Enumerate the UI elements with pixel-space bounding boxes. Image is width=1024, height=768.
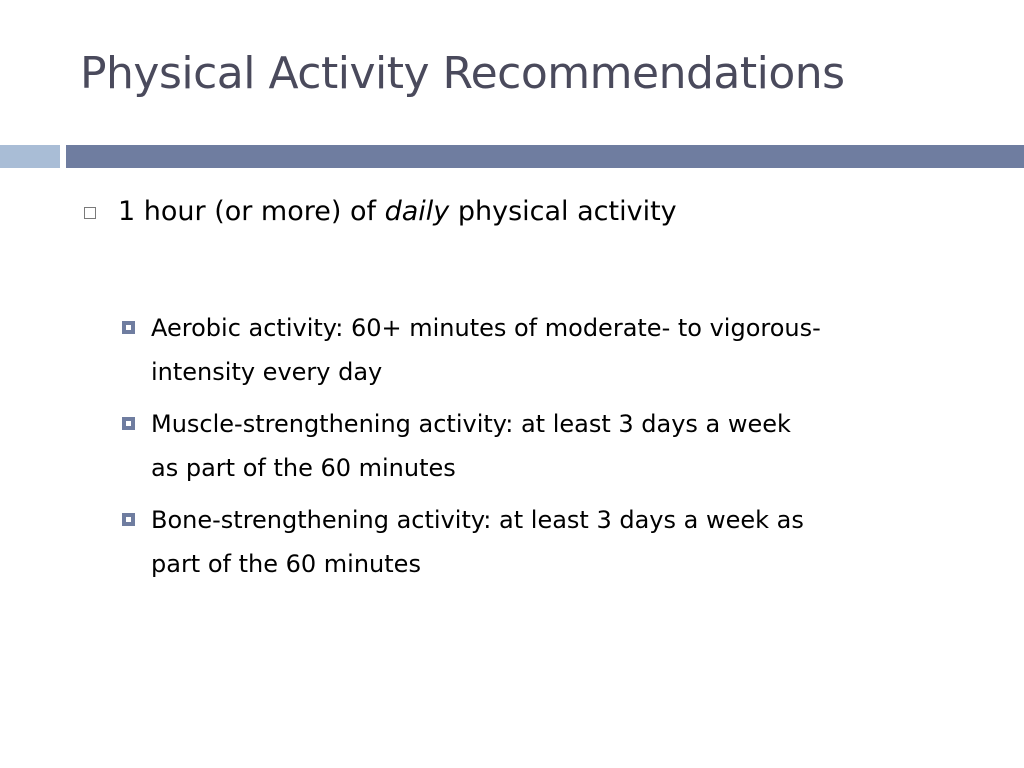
sub-bullet-text bbox=[151, 402, 791, 490]
sub-bullet-aerobic bbox=[122, 306, 982, 394]
sub-bullet-text bbox=[151, 306, 821, 394]
slide-title: Physical Activity Recommendations bbox=[80, 48, 845, 99]
sub-bullet-line: Muscle-strengthening activity: at least 3 days a week bbox=[151, 410, 791, 438]
main-bullet-text bbox=[118, 193, 677, 231]
sub-bullet-line: intensity every day bbox=[151, 358, 383, 386]
sub-bullet-bone bbox=[122, 498, 982, 586]
filled-square-bullet-icon bbox=[122, 513, 135, 526]
hollow-square-bullet-icon bbox=[84, 207, 96, 219]
main-bullet-text-before: 1 hour (or more) of bbox=[118, 196, 385, 227]
sub-bullet-line: part of the 60 minutes bbox=[151, 550, 421, 578]
sub-bullet-line: Bone-strengthening activity: at least 3 days a week as bbox=[151, 506, 804, 534]
sub-bullet-line: as part of the 60 minutes bbox=[151, 454, 456, 482]
main-bullet bbox=[84, 193, 677, 231]
sub-bullet-text bbox=[151, 498, 804, 586]
filled-square-bullet-icon bbox=[122, 321, 135, 334]
main-bullet-text-after: physical activity bbox=[449, 196, 677, 227]
main-bullet-emphasis: daily bbox=[384, 196, 450, 227]
sub-bullet-line: Aerobic activity: 60+ minutes of moderate- to vigorous- bbox=[151, 314, 821, 342]
filled-square-bullet-icon bbox=[122, 417, 135, 430]
sub-bullet-muscle bbox=[122, 402, 982, 490]
sub-bullet-list bbox=[122, 306, 982, 594]
